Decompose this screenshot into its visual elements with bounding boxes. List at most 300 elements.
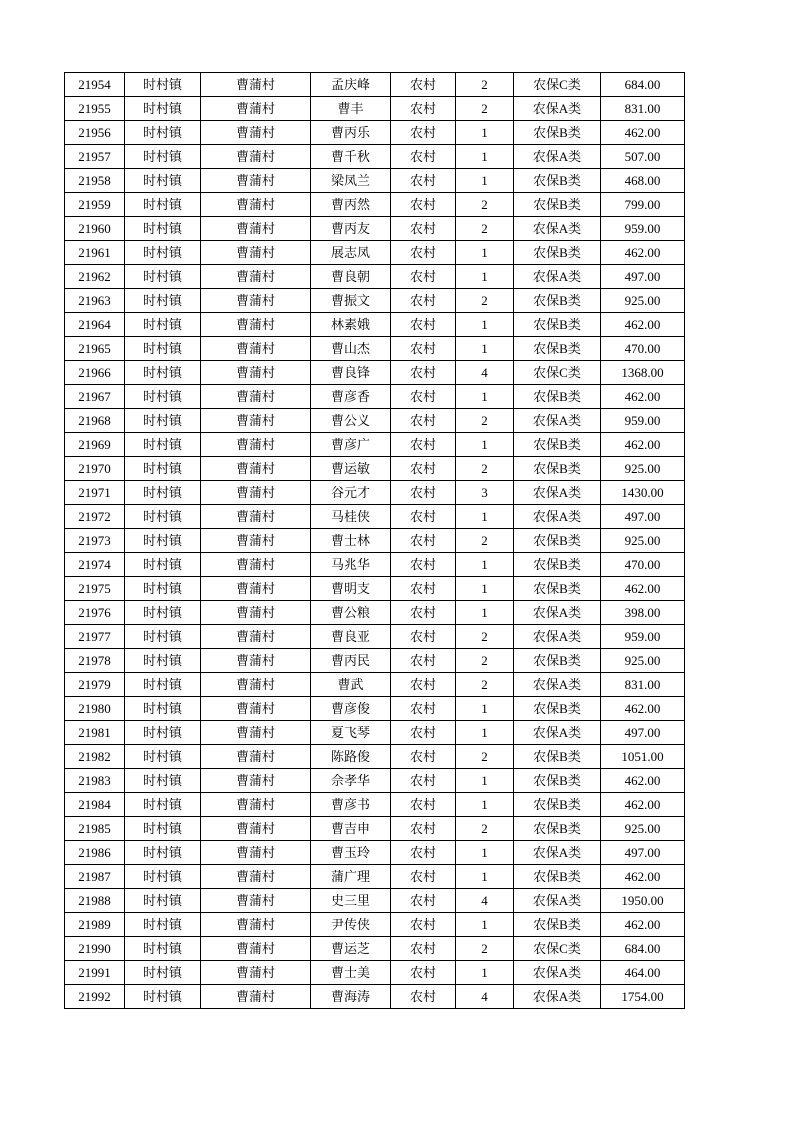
table-row (65, 577, 685, 601)
cell-amount: 959.00 (601, 409, 685, 433)
cell-amount: 831.00 (601, 673, 685, 697)
cell-person-count: 1 (456, 121, 514, 145)
cell-person-count: 1 (456, 553, 514, 577)
cell-insurance-category: 农保C类 (514, 361, 601, 385)
cell-insurance-category: 农保A类 (514, 841, 601, 865)
cell-person-count: 3 (456, 481, 514, 505)
cell-amount: 925.00 (601, 649, 685, 673)
cell-person-count: 1 (456, 241, 514, 265)
cell-person-name: 曹彦香 (311, 385, 391, 409)
cell-village: 曹蒲村 (201, 625, 311, 649)
cell-village: 曹蒲村 (201, 217, 311, 241)
cell-person-count: 1 (456, 721, 514, 745)
table-row (65, 937, 685, 961)
cell-residence-type: 农村 (391, 265, 456, 289)
cell-village: 曹蒲村 (201, 985, 311, 1009)
table-row (65, 529, 685, 553)
cell-record-id: 21978 (65, 649, 125, 673)
cell-person-name: 曹彦广 (311, 433, 391, 457)
table-row (65, 745, 685, 769)
cell-residence-type: 农村 (391, 505, 456, 529)
cell-person-name: 谷元才 (311, 481, 391, 505)
cell-town: 时村镇 (125, 697, 201, 721)
cell-village: 曹蒲村 (201, 313, 311, 337)
cell-town: 时村镇 (125, 577, 201, 601)
cell-person-name: 曹公粮 (311, 601, 391, 625)
cell-residence-type: 农村 (391, 841, 456, 865)
cell-record-id: 21958 (65, 169, 125, 193)
cell-insurance-category: 农保C类 (514, 73, 601, 97)
cell-insurance-category: 农保B类 (514, 457, 601, 481)
cell-town: 时村镇 (125, 625, 201, 649)
table-row (65, 817, 685, 841)
cell-residence-type: 农村 (391, 289, 456, 313)
cell-insurance-category: 农保A类 (514, 961, 601, 985)
cell-record-id: 21969 (65, 433, 125, 457)
cell-insurance-category: 农保B类 (514, 289, 601, 313)
cell-residence-type: 农村 (391, 361, 456, 385)
cell-insurance-category: 农保A类 (514, 601, 601, 625)
table-row (65, 985, 685, 1009)
cell-record-id: 21990 (65, 937, 125, 961)
cell-amount: 684.00 (601, 73, 685, 97)
cell-person-name: 曹丙乐 (311, 121, 391, 145)
table-row (65, 673, 685, 697)
cell-record-id: 21961 (65, 241, 125, 265)
cell-residence-type: 农村 (391, 745, 456, 769)
cell-person-name: 曹吉申 (311, 817, 391, 841)
cell-insurance-category: 农保B类 (514, 313, 601, 337)
cell-village: 曹蒲村 (201, 169, 311, 193)
cell-person-name: 曹武 (311, 673, 391, 697)
cell-town: 时村镇 (125, 889, 201, 913)
cell-amount: 468.00 (601, 169, 685, 193)
cell-town: 时村镇 (125, 649, 201, 673)
cell-person-count: 1 (456, 841, 514, 865)
table-row (65, 73, 685, 97)
cell-village: 曹蒲村 (201, 649, 311, 673)
cell-town: 时村镇 (125, 481, 201, 505)
cell-person-name: 曹丙友 (311, 217, 391, 241)
cell-village: 曹蒲村 (201, 601, 311, 625)
cell-amount: 462.00 (601, 793, 685, 817)
cell-residence-type: 农村 (391, 625, 456, 649)
cell-town: 时村镇 (125, 337, 201, 361)
cell-person-name: 曹良亚 (311, 625, 391, 649)
cell-town: 时村镇 (125, 97, 201, 121)
cell-village: 曹蒲村 (201, 937, 311, 961)
cell-residence-type: 农村 (391, 553, 456, 577)
cell-insurance-category: 农保B类 (514, 793, 601, 817)
cell-person-name: 曹运芝 (311, 937, 391, 961)
table-row (65, 649, 685, 673)
cell-town: 时村镇 (125, 793, 201, 817)
cell-record-id: 21968 (65, 409, 125, 433)
cell-town: 时村镇 (125, 361, 201, 385)
cell-insurance-category: 农保A类 (514, 721, 601, 745)
cell-village: 曹蒲村 (201, 505, 311, 529)
cell-town: 时村镇 (125, 913, 201, 937)
cell-amount: 462.00 (601, 697, 685, 721)
cell-residence-type: 农村 (391, 793, 456, 817)
cell-village: 曹蒲村 (201, 553, 311, 577)
cell-village: 曹蒲村 (201, 289, 311, 313)
cell-amount: 497.00 (601, 505, 685, 529)
cell-village: 曹蒲村 (201, 193, 311, 217)
cell-residence-type: 农村 (391, 697, 456, 721)
cell-village: 曹蒲村 (201, 841, 311, 865)
cell-amount: 925.00 (601, 817, 685, 841)
cell-residence-type: 农村 (391, 433, 456, 457)
cell-person-count: 1 (456, 145, 514, 169)
cell-person-count: 2 (456, 625, 514, 649)
cell-record-id: 21975 (65, 577, 125, 601)
table-row (65, 97, 685, 121)
cell-amount: 462.00 (601, 577, 685, 601)
cell-insurance-category: 农保B类 (514, 649, 601, 673)
cell-record-id: 21979 (65, 673, 125, 697)
cell-record-id: 21964 (65, 313, 125, 337)
cell-village: 曹蒲村 (201, 721, 311, 745)
cell-amount: 925.00 (601, 289, 685, 313)
cell-amount: 959.00 (601, 625, 685, 649)
cell-residence-type: 农村 (391, 193, 456, 217)
cell-person-name: 曹良锋 (311, 361, 391, 385)
cell-residence-type: 农村 (391, 769, 456, 793)
cell-person-count: 4 (456, 985, 514, 1009)
cell-village: 曹蒲村 (201, 865, 311, 889)
cell-village: 曹蒲村 (201, 409, 311, 433)
cell-record-id: 21976 (65, 601, 125, 625)
cell-record-id: 21981 (65, 721, 125, 745)
table-row (65, 385, 685, 409)
table-row (65, 793, 685, 817)
cell-town: 时村镇 (125, 433, 201, 457)
cell-town: 时村镇 (125, 745, 201, 769)
cell-residence-type: 农村 (391, 985, 456, 1009)
cell-person-name: 马桂侠 (311, 505, 391, 529)
cell-insurance-category: 农保A类 (514, 409, 601, 433)
cell-person-count: 1 (456, 433, 514, 457)
cell-insurance-category: 农保B类 (514, 121, 601, 145)
cell-person-count: 1 (456, 169, 514, 193)
cell-town: 时村镇 (125, 841, 201, 865)
cell-person-name: 曹良朝 (311, 265, 391, 289)
table-row (65, 337, 685, 361)
cell-town: 时村镇 (125, 601, 201, 625)
cell-amount: 497.00 (601, 265, 685, 289)
cell-amount: 462.00 (601, 769, 685, 793)
table-row (65, 697, 685, 721)
cell-insurance-category: 农保B类 (514, 241, 601, 265)
cell-village: 曹蒲村 (201, 385, 311, 409)
cell-amount: 831.00 (601, 97, 685, 121)
cell-insurance-category: 农保A类 (514, 673, 601, 697)
cell-town: 时村镇 (125, 553, 201, 577)
table-row (65, 313, 685, 337)
cell-insurance-category: 农保B类 (514, 865, 601, 889)
cell-residence-type: 农村 (391, 97, 456, 121)
cell-town: 时村镇 (125, 769, 201, 793)
cell-residence-type: 农村 (391, 337, 456, 361)
cell-village: 曹蒲村 (201, 889, 311, 913)
cell-amount: 462.00 (601, 121, 685, 145)
cell-residence-type: 农村 (391, 313, 456, 337)
cell-amount: 1051.00 (601, 745, 685, 769)
table-row (65, 361, 685, 385)
table-row (65, 721, 685, 745)
cell-residence-type: 农村 (391, 913, 456, 937)
table-row (65, 625, 685, 649)
cell-person-count: 2 (456, 73, 514, 97)
cell-insurance-category: 农保A类 (514, 97, 601, 121)
table-row (65, 169, 685, 193)
table-row (65, 961, 685, 985)
cell-person-name: 曹彦书 (311, 793, 391, 817)
cell-amount: 470.00 (601, 553, 685, 577)
cell-town: 时村镇 (125, 817, 201, 841)
table-row (65, 913, 685, 937)
cell-amount: 497.00 (601, 841, 685, 865)
cell-insurance-category: 农保A类 (514, 145, 601, 169)
cell-town: 时村镇 (125, 121, 201, 145)
cell-residence-type: 农村 (391, 937, 456, 961)
cell-village: 曹蒲村 (201, 265, 311, 289)
cell-record-id: 21986 (65, 841, 125, 865)
cell-person-name: 曹明支 (311, 577, 391, 601)
cell-record-id: 21955 (65, 97, 125, 121)
cell-town: 时村镇 (125, 721, 201, 745)
cell-amount: 1368.00 (601, 361, 685, 385)
cell-record-id: 21974 (65, 553, 125, 577)
cell-person-name: 曹运敏 (311, 457, 391, 481)
cell-village: 曹蒲村 (201, 337, 311, 361)
cell-residence-type: 农村 (391, 385, 456, 409)
cell-village: 曹蒲村 (201, 73, 311, 97)
cell-amount: 799.00 (601, 193, 685, 217)
cell-residence-type: 农村 (391, 481, 456, 505)
table-row (65, 145, 685, 169)
cell-record-id: 21962 (65, 265, 125, 289)
cell-residence-type: 农村 (391, 817, 456, 841)
cell-amount: 1754.00 (601, 985, 685, 1009)
table-row (65, 193, 685, 217)
cell-person-count: 2 (456, 817, 514, 841)
cell-village: 曹蒲村 (201, 241, 311, 265)
cell-village: 曹蒲村 (201, 913, 311, 937)
cell-amount: 684.00 (601, 937, 685, 961)
cell-record-id: 21991 (65, 961, 125, 985)
cell-residence-type: 农村 (391, 889, 456, 913)
cell-insurance-category: 农保B类 (514, 169, 601, 193)
cell-person-name: 马兆华 (311, 553, 391, 577)
cell-town: 时村镇 (125, 673, 201, 697)
table-row (65, 457, 685, 481)
cell-record-id: 21971 (65, 481, 125, 505)
cell-person-count: 2 (456, 217, 514, 241)
table-row (65, 433, 685, 457)
cell-residence-type: 农村 (391, 457, 456, 481)
cell-person-count: 1 (456, 505, 514, 529)
cell-town: 时村镇 (125, 265, 201, 289)
cell-village: 曹蒲村 (201, 529, 311, 553)
cell-town: 时村镇 (125, 217, 201, 241)
cell-person-name: 曹振文 (311, 289, 391, 313)
cell-person-name: 曹士美 (311, 961, 391, 985)
cell-person-count: 1 (456, 793, 514, 817)
cell-record-id: 21960 (65, 217, 125, 241)
cell-person-name: 蒲广理 (311, 865, 391, 889)
cell-amount: 1430.00 (601, 481, 685, 505)
cell-town: 时村镇 (125, 289, 201, 313)
cell-town: 时村镇 (125, 169, 201, 193)
table-row (65, 889, 685, 913)
cell-village: 曹蒲村 (201, 145, 311, 169)
cell-town: 时村镇 (125, 385, 201, 409)
cell-person-name: 林素娥 (311, 313, 391, 337)
cell-person-count: 1 (456, 265, 514, 289)
benefits-table (64, 72, 685, 1009)
cell-record-id: 21987 (65, 865, 125, 889)
cell-residence-type: 农村 (391, 73, 456, 97)
cell-town: 时村镇 (125, 529, 201, 553)
cell-record-id: 21970 (65, 457, 125, 481)
cell-residence-type: 农村 (391, 601, 456, 625)
cell-record-id: 21954 (65, 73, 125, 97)
cell-village: 曹蒲村 (201, 745, 311, 769)
cell-person-name: 曹丙然 (311, 193, 391, 217)
cell-person-name: 陈路俊 (311, 745, 391, 769)
cell-insurance-category: 农保B类 (514, 337, 601, 361)
cell-person-name: 梁凤兰 (311, 169, 391, 193)
cell-amount: 398.00 (601, 601, 685, 625)
cell-village: 曹蒲村 (201, 361, 311, 385)
table-row (65, 769, 685, 793)
cell-record-id: 21977 (65, 625, 125, 649)
cell-village: 曹蒲村 (201, 817, 311, 841)
table-row (65, 217, 685, 241)
cell-residence-type: 农村 (391, 961, 456, 985)
cell-record-id: 21982 (65, 745, 125, 769)
cell-person-count: 1 (456, 961, 514, 985)
cell-person-count: 2 (456, 649, 514, 673)
cell-town: 时村镇 (125, 937, 201, 961)
cell-village: 曹蒲村 (201, 97, 311, 121)
cell-insurance-category: 农保B类 (514, 697, 601, 721)
cell-amount: 470.00 (601, 337, 685, 361)
cell-person-count: 2 (456, 529, 514, 553)
table-row (65, 481, 685, 505)
cell-amount: 462.00 (601, 385, 685, 409)
cell-person-name: 尹传侠 (311, 913, 391, 937)
cell-residence-type: 农村 (391, 865, 456, 889)
cell-village: 曹蒲村 (201, 769, 311, 793)
cell-village: 曹蒲村 (201, 961, 311, 985)
cell-village: 曹蒲村 (201, 481, 311, 505)
cell-person-count: 1 (456, 913, 514, 937)
table-row (65, 409, 685, 433)
cell-record-id: 21959 (65, 193, 125, 217)
cell-insurance-category: 农保B类 (514, 529, 601, 553)
cell-insurance-category: 农保B类 (514, 817, 601, 841)
cell-residence-type: 农村 (391, 121, 456, 145)
cell-amount: 507.00 (601, 145, 685, 169)
cell-person-count: 2 (456, 409, 514, 433)
cell-record-id: 21992 (65, 985, 125, 1009)
cell-amount: 462.00 (601, 913, 685, 937)
cell-village: 曹蒲村 (201, 457, 311, 481)
cell-amount: 462.00 (601, 865, 685, 889)
cell-amount: 462.00 (601, 241, 685, 265)
cell-village: 曹蒲村 (201, 793, 311, 817)
cell-residence-type: 农村 (391, 217, 456, 241)
cell-residence-type: 农村 (391, 529, 456, 553)
cell-person-count: 1 (456, 385, 514, 409)
cell-person-count: 2 (456, 289, 514, 313)
cell-village: 曹蒲村 (201, 697, 311, 721)
cell-person-name: 曹公义 (311, 409, 391, 433)
cell-residence-type: 农村 (391, 169, 456, 193)
cell-residence-type: 农村 (391, 145, 456, 169)
cell-insurance-category: 农保C类 (514, 937, 601, 961)
table-row (65, 121, 685, 145)
table-row (65, 289, 685, 313)
cell-residence-type: 农村 (391, 241, 456, 265)
table-row (65, 241, 685, 265)
cell-amount: 497.00 (601, 721, 685, 745)
table-row (65, 505, 685, 529)
cell-town: 时村镇 (125, 961, 201, 985)
cell-person-name: 佘孝华 (311, 769, 391, 793)
cell-insurance-category: 农保A类 (514, 265, 601, 289)
cell-insurance-category: 农保B类 (514, 745, 601, 769)
cell-person-count: 2 (456, 673, 514, 697)
cell-person-count: 1 (456, 769, 514, 793)
cell-insurance-category: 农保B类 (514, 553, 601, 577)
cell-amount: 464.00 (601, 961, 685, 985)
cell-person-count: 1 (456, 601, 514, 625)
cell-person-name: 曹彦俊 (311, 697, 391, 721)
cell-amount: 959.00 (601, 217, 685, 241)
cell-insurance-category: 农保A类 (514, 625, 601, 649)
cell-town: 时村镇 (125, 145, 201, 169)
cell-village: 曹蒲村 (201, 577, 311, 601)
cell-town: 时村镇 (125, 409, 201, 433)
cell-record-id: 21973 (65, 529, 125, 553)
cell-residence-type: 农村 (391, 577, 456, 601)
cell-person-count: 1 (456, 313, 514, 337)
cell-person-name: 展志凤 (311, 241, 391, 265)
table-row (65, 601, 685, 625)
table-row (65, 841, 685, 865)
cell-person-name: 夏飞琴 (311, 721, 391, 745)
cell-person-name: 曹山杰 (311, 337, 391, 361)
cell-town: 时村镇 (125, 865, 201, 889)
cell-record-id: 21963 (65, 289, 125, 313)
cell-person-count: 2 (456, 97, 514, 121)
cell-town: 时村镇 (125, 73, 201, 97)
cell-residence-type: 农村 (391, 649, 456, 673)
cell-record-id: 21966 (65, 361, 125, 385)
cell-person-count: 1 (456, 697, 514, 721)
cell-insurance-category: 农保A类 (514, 217, 601, 241)
cell-insurance-category: 农保A类 (514, 505, 601, 529)
cell-village: 曹蒲村 (201, 121, 311, 145)
cell-record-id: 21967 (65, 385, 125, 409)
cell-insurance-category: 农保B类 (514, 769, 601, 793)
cell-person-count: 1 (456, 865, 514, 889)
cell-town: 时村镇 (125, 313, 201, 337)
